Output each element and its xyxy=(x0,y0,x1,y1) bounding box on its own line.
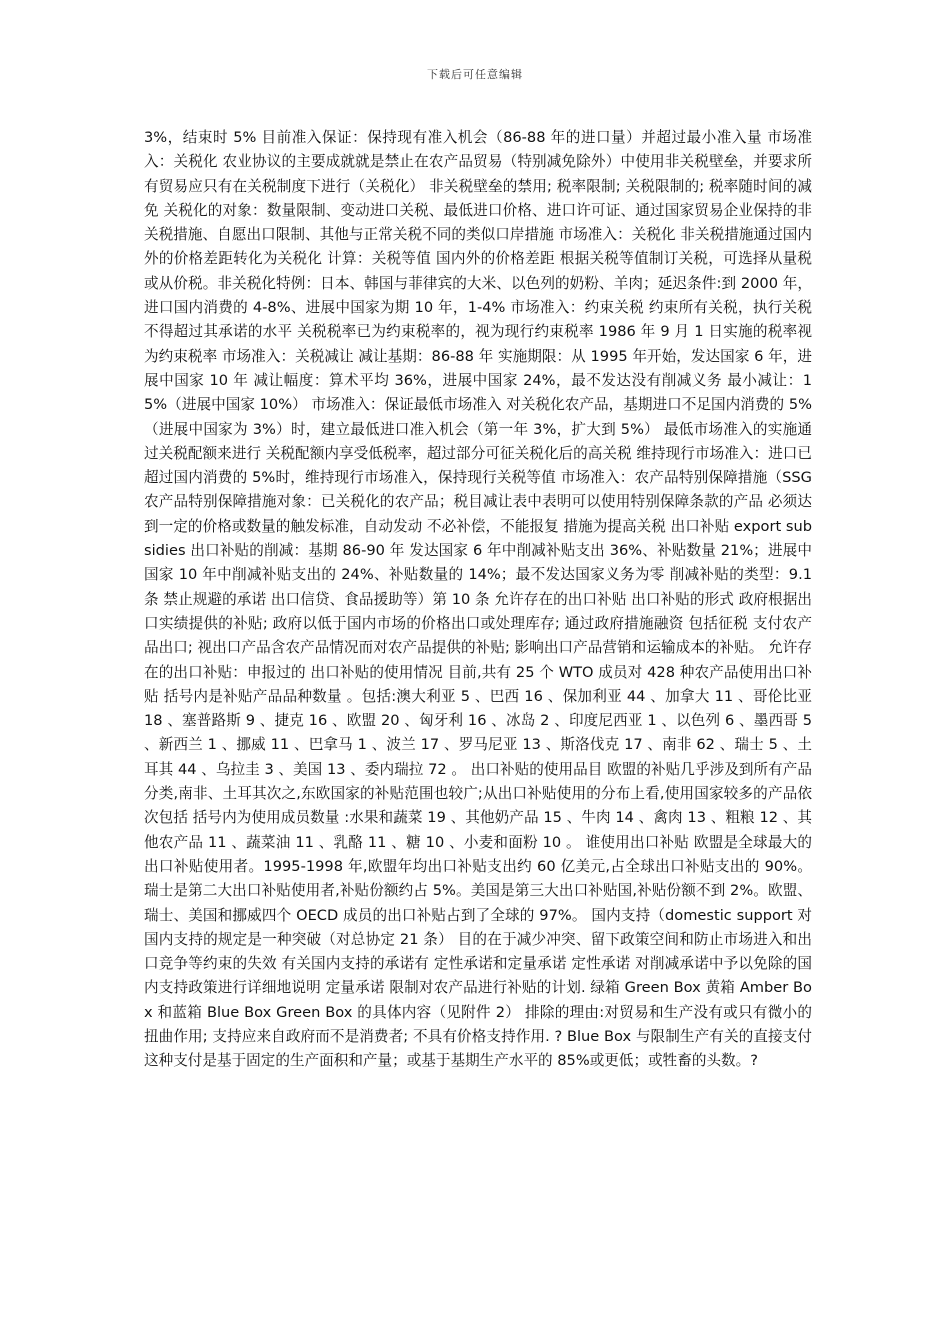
page-header: 下载后可任意编辑 xyxy=(427,68,523,81)
document-body-text: 3%，结束时 5% 目前准入保证：保持现有准入机会（86-88 年的进口量）并超过最小准入量 市场准入：关税化 农业协议的主要成就就是禁止在农产品贸易（特别减免除外）中使用非关税壁垒，并要求所有贸易应只有在关税制度下进行（关税化） 非关税壁垒的禁用; 税率限制; 关税限制的; 税率随时间的减免 关税化的对象：数量限制、变动进口关税、最低进口价格、进口许可证、通过国家贸易企业保持的非关税措施、自愿出口限制、其他与正常关税不同的类似口岸措施 市场准入：关税化 非关税措施通过国内外的价格差距转化为关税化 计算：关税等值 国内外的价格差距 根据关税等值制订关税，可选择从量税或从价税。非关税化特例：日本、韩国与菲律宾的大米、以色列的奶粉、羊肉；延迟条件:到 2000 年，进口国内消费的 4-8%、进展中国家为期 10 年，1-4% 市场准入：约束关税 约束所有关税，执行关税不得超过其承诺的水平 关税税率已为约束税率的，视为现行约束税率 1986 年 9 月 1 日实施的税率视为约束税率 市场准入：关税减让 减让基期：86-88 年 实施期限：从 1995 年开始，发达国家 6 年，进展中国家 10 年 减让幅度：算术平均 36%，进展中国家 24%，最不发达没有削减义务 最小减让：15%（进展中国家 10%） 市场准入：保证最低市场准入 对关税化农产品，基期进口不足国内消费的 5%（进展中国家为 3%）时，建立最低进口准入机会（第一年 3%，扩大到 5%） 最低市场准入的实施通过关税配额来进行 关税配额内享受低税率，超过部分可征关税化后的高关税 维持现行市场准入：进口已超过国内消费的 5%时，维持现行市场准入，保持现行关税等值 市场准入：农产品特别保障措施（SSG 农产品特别保障措施对象：已关税化的农产品；税目减让表中表明可以使用特别保障条款的产品 必须达到一定的价格或数量的触发标准，自动发动 不必补偿，不能报复 措施为提高关税 出口补贴 export subsidies 出口补贴的削减：基期 86-90 年 发达国家 6 年中削减补贴支出 36%、补贴数量 21%；进展中国家 10 年中削减补贴支出的 24%、补贴数量的 14%；最不发达国家义务为零 削减补贴的类型：9.1 条 禁止规避的承诺 出口信贷、食品援助等）第 10 条 允许存在的出口补贴 出口补贴的形式 政府根据出口实绩提供的补贴; 政府以低于国内市场的价格出口或处理库存; 通过政府措施融资 包括征税 支付农产品出口; 视出口产品含农产品情况而对农产品提供的补贴; 影响出口产品营销和运输成本的补贴。 允许存在的出口补贴：申报过的 出口补贴的使用情况 目前,共有 25 个 WTO 成员对 428 种农产品使用出口补贴 括号内是补贴产品品种数量 。包括:澳大利亚 5 、巴西 16 、保加利亚 44 、加拿大 11 、哥伦比亚 18 、塞普路斯 9 、捷克 16 、欧盟 20 、匈牙利 16 、冰岛 2 、印度尼西亚 1 、以色列 6 、墨西哥 5 、新西兰 1 、挪威 11 、巴拿马 1 、波兰 17 、罗马尼亚 13 、斯洛伐克 17 、南非 62 、瑞士 5 、土耳其 44 、乌拉圭 3 、美国 13 、委内瑞拉 72 。 出口补贴的使用品目 欧盟的补贴几乎涉及到所有产品分类,南非、土耳其次之,东欧国家的补贴范围也较广;从出口补贴使用的分布上看,使用国家较多的产品依次包括 括号内为使用成员数量 :水果和蔬菜 19 、其他奶产品 15 、牛肉 14 、禽肉 13 、粗粮 12 、其他农产品 11 、蔬菜油 11 、乳酪 11 、糖 10 、小麦和面粉 10 。 谁使用出口补贴 欧盟是全球最大的出口补贴使用者。1995-1998 年,欧盟年均出口补贴支出约 60 亿美元,占全球出口补贴支出的 90%。瑞士是第二大出口补贴使用者,补贴份额约占 5%。美国是第三大出口补贴国,补贴份额不到 2%。欧盟、瑞士、美国和挪威四个 OECD 成员的出口补贴占到了全球的 97%。 国内支持（domestic support 对国内支持的规定是一种突破（对总协定 21 条） 目的在于减少冲突、留下政策空间和防止市场进入和出口竞争等约束的失效 有关国内支持的承诺有 定性承诺和定量承诺 定性承诺 对削减承诺中予以免除的国内支持政策进行详细地说明 定量承诺 限制对农产品进行补贴的计划. 绿箱 Green Box 黄箱 Amber Box 和蓝箱 Blue Box Green Box 的具体内容（见附件 2） 排除的理由:对贸易和生产没有或只有微小的扭曲作用; 支持应来自政府而不是消费者; 不具有价格支持作用. ? Blue Box 与限制生产有关的直接支付 这种支付是基于固定的生产面积和产量；或基于基期生产水平的 85%或更低；或牲畜的头数。? xyxy=(144,129,812,1070)
